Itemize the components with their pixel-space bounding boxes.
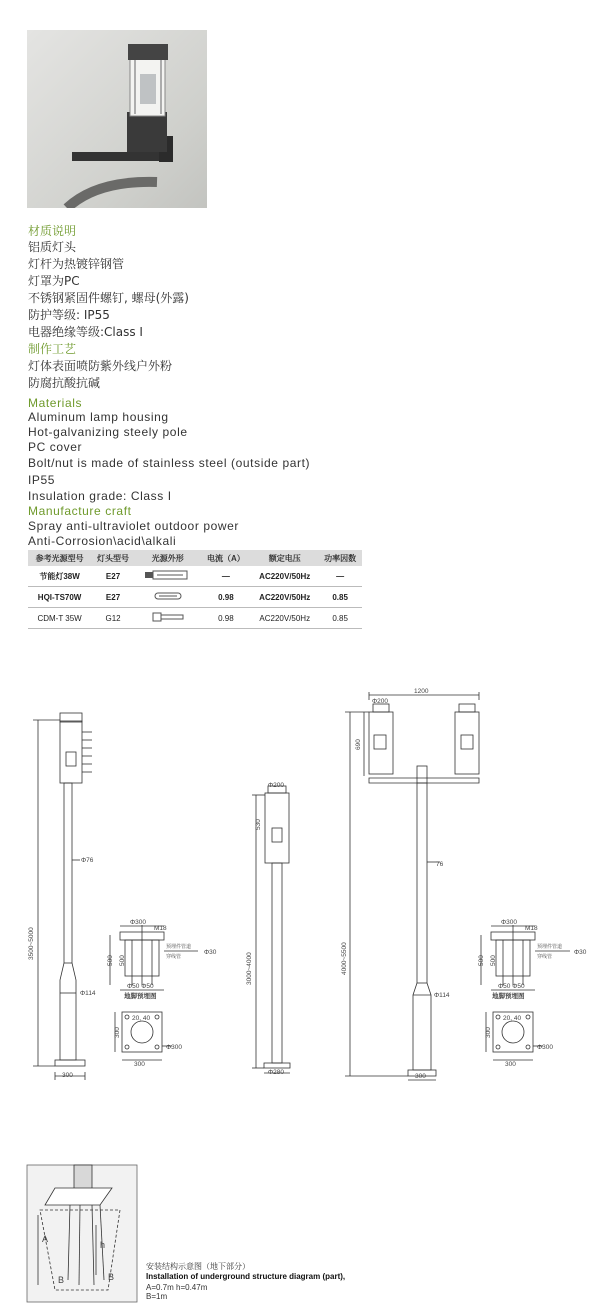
foundation-left-depth-a: 500 — [107, 955, 114, 966]
foundation-left-caption: 地脚预埋图 — [124, 993, 157, 1000]
install-dims-2: B=1m — [146, 1292, 168, 1301]
foundation-left-plate-dia: Φ300 — [166, 1044, 183, 1051]
right-height-label: 4000~5500 — [341, 942, 348, 975]
materials-en-item: PC cover — [28, 440, 83, 454]
foundation-right-bottom-label: Φ50 Φ50 — [498, 983, 525, 990]
craft-cn-item: 灯体表面喷防紫外线户外粉 — [28, 359, 173, 373]
left-height-label: 3500~5000 — [28, 927, 35, 960]
table-cell: G12 — [91, 608, 135, 629]
install-label-h: h — [100, 1240, 106, 1250]
foundation-right-pipe-label: Φ30 — [574, 949, 587, 956]
right-pole-base-label: Φ114 — [434, 992, 450, 999]
foundation-left-note2: 穿线管 — [166, 954, 182, 960]
materials-cn-item: 不锈钢紧固件螺钉, 螺母(外露) — [28, 291, 189, 305]
foundation-left-note1: 预埋件管道 — [166, 944, 192, 950]
right-top-label: Φ200 — [372, 698, 389, 705]
install-caption-cn: 安装结构示意图（地下部分） — [146, 1262, 250, 1271]
left-pole-top-label: Φ76 — [81, 857, 94, 864]
table-cell: E27 — [91, 587, 135, 608]
install-dims-1: A=0.7m h=0.47m — [146, 1283, 208, 1292]
foundation-left-pipe-label: Φ30 — [204, 949, 217, 956]
left-pole-drawing — [33, 713, 92, 1080]
craft-en-item: Spray anti-ultraviolet outdoor power — [28, 519, 240, 533]
foundation-left-depth-b: 500 — [119, 955, 126, 966]
foundation-right-depth-b: 500 — [490, 955, 497, 966]
table-cell: AC220V/50Hz — [251, 608, 318, 629]
install-label-b: B — [58, 1275, 65, 1285]
right-pole-drawing — [345, 692, 479, 1080]
table-cell: AC220V/50Hz — [251, 587, 318, 608]
materials-en-item: IP55 — [28, 473, 56, 487]
materials-cn-item: 电器绝缘等级:Class I — [28, 325, 143, 339]
table-cell: AC220V/50Hz — [251, 566, 318, 587]
table-cell: HQI-TS70W — [28, 587, 91, 608]
col-header: 功率因数 — [318, 550, 362, 566]
right-pole-label: 76 — [436, 861, 444, 868]
install-label-a: A — [42, 1234, 49, 1244]
materials-cn-heading: 材质说明 — [28, 224, 77, 238]
materials-en-item: Bolt/nut is made of stainless steel (outside part) — [28, 456, 311, 470]
materials-en-item: Insulation grade: Class I — [28, 489, 172, 503]
craft-en-heading: Manufacture craft — [28, 504, 132, 518]
foundation-right-note1: 预埋件管道 — [537, 944, 563, 950]
foundation-left-bottom-label: Φ50 Φ50 — [127, 983, 154, 990]
foundation-left-top-label: Φ300 — [130, 919, 147, 926]
table-cell: 0.85 — [318, 587, 362, 608]
install-label-b2: B — [108, 1272, 115, 1282]
materials-en-item: Aluminum lamp housing — [28, 410, 169, 424]
right-width-label: 1200 — [414, 688, 429, 695]
col-header: 参考光源型号 — [28, 550, 91, 566]
col-header: 额定电压 — [251, 550, 318, 566]
materials-cn-item: 灯罩为PC — [28, 274, 80, 288]
materials-en-item: Hot-galvanizing steely pole — [28, 425, 188, 439]
foundation-right-plate-dim: 20, 40 — [503, 1015, 522, 1022]
col-header: 光源外形 — [135, 550, 201, 566]
right-head-label: 690 — [355, 739, 362, 750]
col-header: 灯头型号 — [91, 550, 135, 566]
middle-height-label: 3000~4000 — [246, 952, 253, 985]
foundation-left-bolt-label: M18 — [154, 925, 167, 932]
foundation-right-plate-w: 300 — [505, 1061, 516, 1068]
craft-cn-item: 防腐抗酸抗碱 — [28, 376, 101, 390]
foundation-left-plate-w: 300 — [134, 1061, 145, 1068]
foundation-left-plate-dim: 20, 40 — [132, 1015, 151, 1022]
materials-en-heading: Materials — [28, 396, 83, 410]
table-cell: — — [318, 566, 362, 587]
table-cell: E27 — [91, 566, 135, 587]
table-cell: 0.85 — [318, 608, 362, 629]
middle-head-label: 530 — [255, 819, 262, 830]
left-plate-label: 300 — [62, 1072, 73, 1079]
materials-cn-item: 灯杆为热镀锌钢管 — [28, 257, 125, 271]
craft-en-item: Anti-Corrosion\acid\alkali — [28, 534, 177, 548]
right-plate-label: 300 — [415, 1073, 426, 1080]
foundation-right-caption: 地脚预埋图 — [492, 993, 525, 1000]
table-cell: 0.98 — [201, 587, 252, 608]
middle-base-label: Φ280 — [268, 1069, 285, 1076]
materials-cn-item: 铝质灯头 — [28, 240, 77, 254]
table-cell: 节能灯38W — [28, 566, 91, 587]
foundation-right-plate-h: 300 — [485, 1027, 492, 1038]
install-caption-en: Installation of underground structure diagram (part), — [146, 1272, 346, 1281]
foundation-left-plate-h: 300 — [114, 1027, 121, 1038]
materials-cn-item: 防护等级: IP55 — [28, 308, 110, 322]
foundation-right-depth-a: 500 — [478, 955, 485, 966]
foundation-right-top-label: Φ300 — [501, 919, 518, 926]
craft-cn-heading: 制作工艺 — [28, 342, 77, 356]
foundation-right-note2: 穿线管 — [537, 954, 553, 960]
table-cell: — — [201, 566, 252, 587]
left-pole-base-label: Φ114 — [80, 990, 96, 997]
table-cell: 0.98 — [201, 608, 252, 629]
table-cell: CDM-T 35W — [28, 608, 91, 629]
foundation-right-bolt-label: M18 — [525, 925, 538, 932]
foundation-right-plate-dia: Φ300 — [537, 1044, 554, 1051]
col-header: 电流（A） — [201, 550, 252, 566]
middle-top-label: Φ200 — [268, 782, 285, 789]
